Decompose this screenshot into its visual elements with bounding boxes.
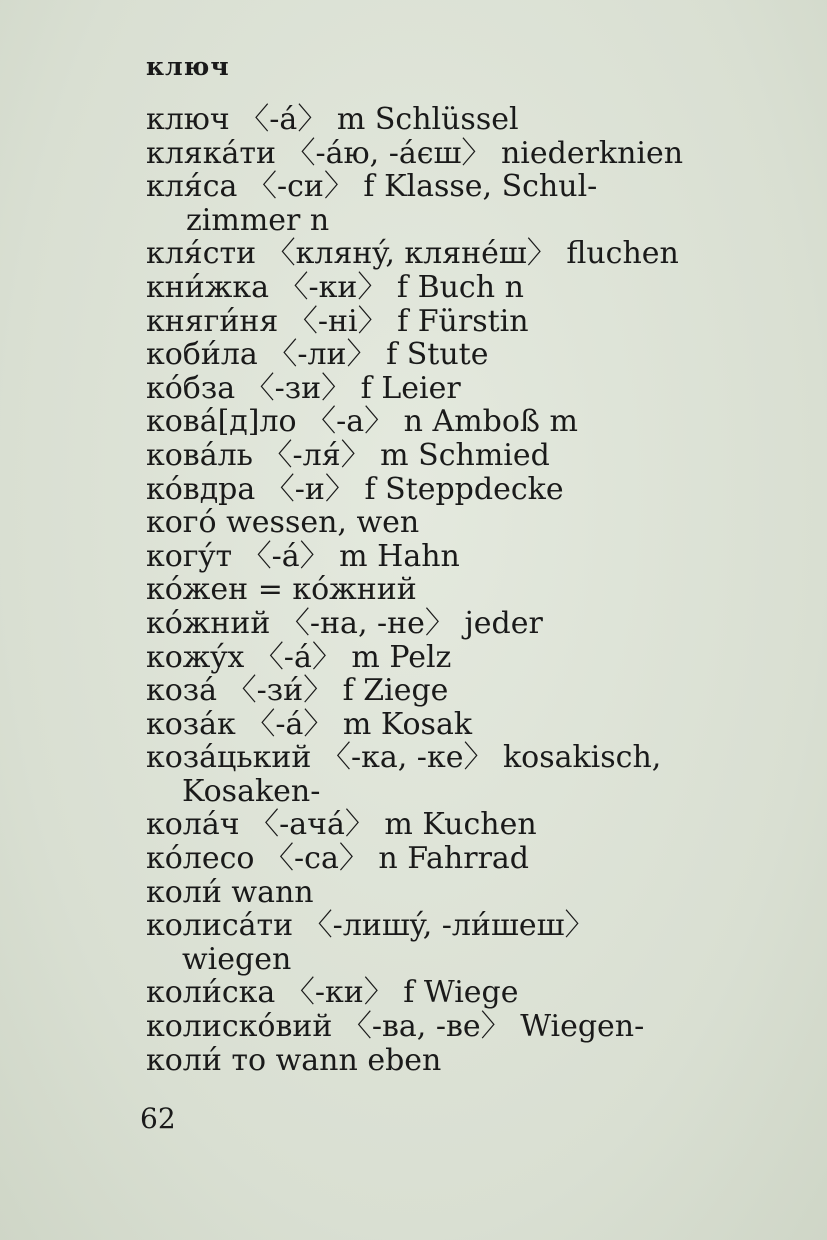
dictionary-entry: кóжен = кóжний bbox=[146, 572, 417, 608]
dictionary-entry: колисáти 〈-лишý, -ли́шеш〉 bbox=[146, 908, 595, 944]
dictionary-entry-continuation: Kosaken- bbox=[182, 773, 321, 809]
entry-list bbox=[146, 103, 746, 1077]
dictionary-entry: кни́жка 〈-ки〉 f Buch n bbox=[146, 269, 524, 305]
dictionary-entry: кóвдра 〈-и〉 f Steppdecke bbox=[146, 471, 564, 507]
dictionary-entry: княги́ня 〈-ні〉 f Fürstin bbox=[146, 303, 529, 339]
dictionary-entry: коли́ска 〈-ки〉 f Wiege bbox=[146, 975, 519, 1011]
dictionary-entry: козáцький 〈-ка, -ке〉 kosakisch, bbox=[146, 740, 662, 776]
dictionary-entry: коли́ то wann eben bbox=[146, 1042, 442, 1078]
dictionary-entry-continuation: wiegen bbox=[182, 941, 292, 977]
dictionary-entry: когýт 〈-á〉 m Hahn bbox=[146, 538, 460, 574]
dictionary-entry: клякáти 〈-áю, -áєш〉 niederknien bbox=[146, 135, 684, 171]
dictionary-entry: кожýх 〈-á〉 m Pelz bbox=[146, 639, 452, 675]
dictionary-entry: козá 〈-зи́〉 f Ziege bbox=[146, 673, 449, 709]
dictionary-entry: козáк 〈-á〉 m Kosak bbox=[146, 706, 473, 742]
dictionary-entry: кóбза 〈-зи〉 f Leier bbox=[146, 370, 461, 406]
dictionary-entry: кóжний 〈-на, -не〉 jeder bbox=[146, 605, 543, 641]
dictionary-entry: когó wessen, wen bbox=[146, 505, 420, 541]
dictionary-entry: коли́ wann bbox=[146, 874, 314, 910]
dictionary-entry: ключ 〈-á〉 m Schlüssel bbox=[146, 102, 519, 137]
dictionary-entry: кля́са 〈-си〉 f Klasse, Schul- bbox=[146, 169, 598, 205]
dictionary-entry: кóлесо 〈-са〉 n Fahrrad bbox=[146, 841, 529, 877]
dictionary-entry: колискóвий 〈-ва, -ве〉 Wiegen- bbox=[146, 1009, 645, 1045]
dictionary-entry: ковá[д]ло 〈-а〉 n Amboß m bbox=[146, 404, 578, 440]
dictionary-entry: ковáль 〈-ля́〉 m Schmied bbox=[146, 437, 550, 473]
dictionary-entry: коби́ла 〈-ли〉 f Stute bbox=[146, 337, 489, 373]
dictionary-entry: кля́сти 〈клянý, клянéш〉 fluchen bbox=[146, 236, 679, 272]
dictionary-entry-continuation: zimmer n bbox=[186, 202, 330, 238]
running-head: ключ bbox=[146, 52, 230, 81]
page-number: 62 bbox=[140, 1102, 176, 1135]
dictionary-entry: колáч 〈-ачá〉 m Kuchen bbox=[146, 807, 537, 843]
